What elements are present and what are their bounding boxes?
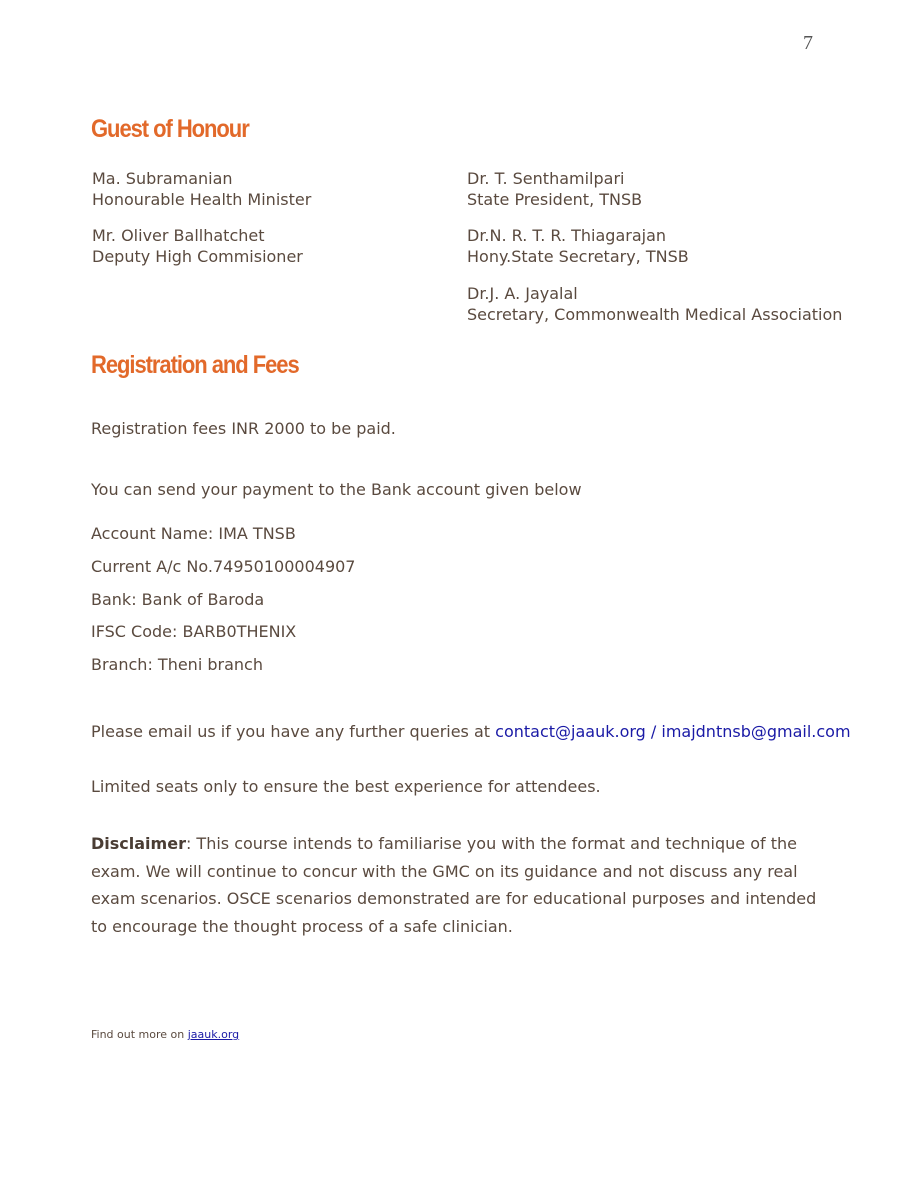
guest-name: Ma. Subramanian xyxy=(92,169,233,188)
disclaimer-label: Disclaimer xyxy=(91,834,186,853)
page-number: 7 xyxy=(803,32,813,54)
bank-name: Bank: Bank of Baroda xyxy=(91,590,265,609)
fee-text: Registration fees INR 2000 to be paid. xyxy=(91,419,396,438)
disclaimer-text: : This course intends to familiarise you with the format and technique of the exam. We will continue to concur with the GMC on its guidance and not discuss any real exam scenarios. OSCE scenarios demonstrated are for educational purposes and intended to encourage the thought process of a safe clinician. xyxy=(91,834,817,936)
footer xyxy=(91,1028,239,1041)
branch-name: Branch: Theni branch xyxy=(91,655,263,674)
guest-name: Dr. T. Senthamilpari xyxy=(467,169,625,188)
guest-role: Honourable Health Minister xyxy=(92,190,312,209)
guest-role: State President, TNSB xyxy=(467,190,643,209)
payment-text: You can send your payment to the Bank account given below xyxy=(91,480,582,499)
footer-prefix: Find out more on xyxy=(91,1028,188,1041)
guest-name: Mr. Oliver Ballhatchet xyxy=(92,226,265,245)
disclaimer xyxy=(91,830,821,940)
guest-role: Deputy High Commisioner xyxy=(92,247,303,266)
guest-of-honour-heading: Guest of Honour xyxy=(91,115,249,143)
limited-seats-text: Limited seats only to ensure the best experience for attendees. xyxy=(91,777,601,796)
footer-link[interactable]: jaauk.org xyxy=(187,1028,240,1041)
account-name: Account Name: IMA TNSB xyxy=(91,524,296,543)
email-prefix: Please email us if you have any further queries at xyxy=(91,722,496,741)
guest-role: Secretary, Commonwealth Medical Association xyxy=(467,305,843,324)
email-links[interactable]: contact@jaauk.org / imajdntnsb@gmail.com xyxy=(495,722,851,741)
ifsc-code: IFSC Code: BARB0THENIX xyxy=(91,622,297,641)
guest-name: Dr.N. R. T. R. Thiagarajan xyxy=(467,226,667,245)
registration-heading: Registration and Fees xyxy=(91,351,299,379)
guest-role: Hony.State Secretary, TNSB xyxy=(467,247,689,266)
email-line xyxy=(91,721,851,742)
guest-name: Dr.J. A. Jayalal xyxy=(467,284,578,303)
account-number: Current A/c No.74950100004907 xyxy=(91,557,356,576)
